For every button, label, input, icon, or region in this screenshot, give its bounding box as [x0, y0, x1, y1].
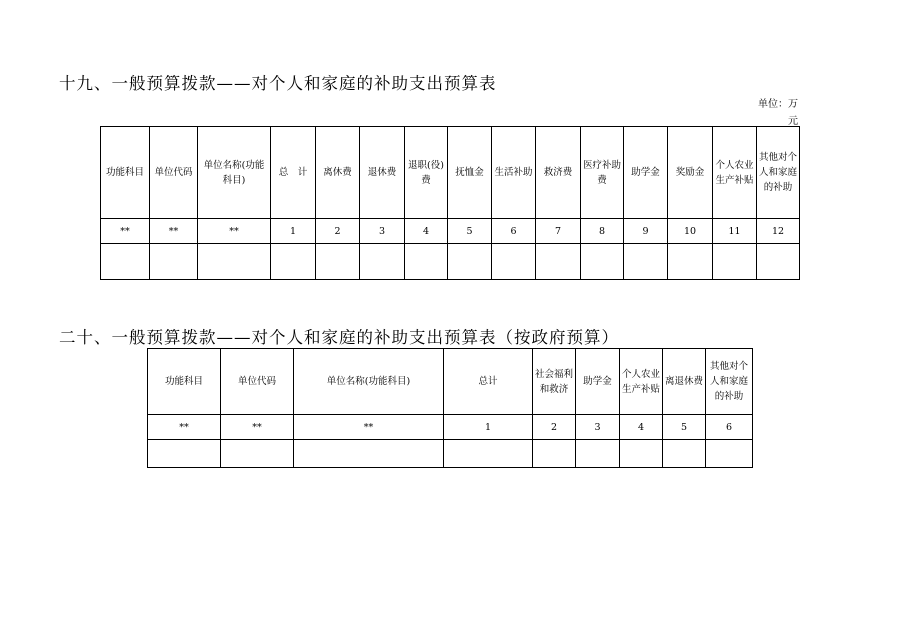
table1-index-cell: 12 — [757, 219, 800, 244]
table1-empty-cell — [198, 244, 271, 280]
table1-index-cell: ** — [101, 219, 150, 244]
table1-header-row — [101, 127, 800, 219]
table1-header-cell: 医疗补助费 — [581, 127, 624, 219]
table1-empty-cell — [668, 244, 713, 280]
table1-header-cell: 奖励金 — [668, 127, 713, 219]
table2-empty-cell — [663, 440, 706, 468]
table1-title: 十九、一般预算拨款——对个人和家庭的补助支出预算表 — [59, 74, 497, 93]
table1-index-cell: 3 — [360, 219, 405, 244]
table1-header-cell: 助学金 — [624, 127, 668, 219]
table1-header-cell: 个人农业生产补贴 — [713, 127, 757, 219]
table2-empty-cell — [706, 440, 753, 468]
table1-empty-cell — [405, 244, 448, 280]
unit-label-line2: 元 — [788, 116, 798, 127]
table2-empty-cell — [148, 440, 221, 468]
table1-index-row — [101, 219, 800, 244]
table2-index-cell: 4 — [620, 415, 663, 440]
table1-index-cell: ** — [198, 219, 271, 244]
table2-header-cell: 功能科目 — [148, 349, 221, 415]
table1-header-cell: 退休费 — [360, 127, 405, 219]
table1-index-cell: ** — [150, 219, 198, 244]
table1-header-cell: 救济费 — [536, 127, 581, 219]
table2-header-cell: 助学金 — [576, 349, 620, 415]
table2-header-cell: 单位代码 — [221, 349, 294, 415]
table1-header-cell: 退职(役)费 — [405, 127, 448, 219]
table1-empty-cell — [150, 244, 198, 280]
table1 — [100, 126, 800, 280]
table2-header-cell: 其他对个人和家庭的补助 — [706, 349, 753, 415]
table2-index-cell: ** — [294, 415, 444, 440]
table1-header-cell: 其他对个人和家庭的补助 — [757, 127, 800, 219]
table2 — [147, 348, 753, 468]
table1-empty-cell — [101, 244, 150, 280]
table2-empty-row — [148, 440, 753, 468]
table2-index-cell: 5 — [663, 415, 706, 440]
table1-index-cell: 5 — [448, 219, 492, 244]
table1-index-cell: 2 — [316, 219, 360, 244]
unit-label — [752, 96, 798, 130]
table1-index-cell: 4 — [405, 219, 448, 244]
table2-header-cell: 总计 — [444, 349, 533, 415]
table1-empty-row — [101, 244, 800, 280]
table2-empty-cell — [294, 440, 444, 468]
table1-empty-cell — [492, 244, 536, 280]
table2-index-cell: 1 — [444, 415, 533, 440]
table1-empty-cell — [271, 244, 316, 280]
table1-header-cell: 总 计 — [271, 127, 316, 219]
table1-header-cell: 生活补助 — [492, 127, 536, 219]
table2-header-row — [148, 349, 753, 415]
table2-empty-cell — [444, 440, 533, 468]
table1-header-cell: 离休费 — [316, 127, 360, 219]
table1-index-cell: 8 — [581, 219, 624, 244]
table1-empty-cell — [316, 244, 360, 280]
table1-header-cell: 单位代码 — [150, 127, 198, 219]
table1-index-cell: 10 — [668, 219, 713, 244]
table1-header-cell: 抚恤金 — [448, 127, 492, 219]
table2-index-cell: ** — [148, 415, 221, 440]
table2-header-cell: 个人农业生产补贴 — [620, 349, 663, 415]
table2-index-cell: 3 — [576, 415, 620, 440]
table2-index-cell: ** — [221, 415, 294, 440]
table2-empty-cell — [576, 440, 620, 468]
table2-header-cell: 离退休费 — [663, 349, 706, 415]
table2-index-cell: 2 — [533, 415, 576, 440]
table1-index-cell: 7 — [536, 219, 581, 244]
table2-title: 二十、一般预算拨款——对个人和家庭的补助支出预算表（按政府预算） — [59, 328, 619, 347]
table1-empty-cell — [536, 244, 581, 280]
table1-index-cell: 1 — [271, 219, 316, 244]
table1-header-cell: 功能科目 — [101, 127, 150, 219]
table1-empty-cell — [581, 244, 624, 280]
table2-index-row — [148, 415, 753, 440]
table2-header-cell: 单位名称(功能科目) — [294, 349, 444, 415]
table2-empty-cell — [620, 440, 663, 468]
table1-empty-cell — [713, 244, 757, 280]
table2-empty-cell — [221, 440, 294, 468]
table2-empty-cell — [533, 440, 576, 468]
unit-label-line1: 单位：万 — [758, 99, 798, 110]
table1-empty-cell — [624, 244, 668, 280]
table2-index-cell: 6 — [706, 415, 753, 440]
table1-index-cell: 6 — [492, 219, 536, 244]
table1-empty-cell — [360, 244, 405, 280]
table1-header-cell: 单位名称(功能科目) — [198, 127, 271, 219]
table1-empty-cell — [757, 244, 800, 280]
table1-index-cell: 11 — [713, 219, 757, 244]
table1-empty-cell — [448, 244, 492, 280]
table2-header-cell: 社会福利和救济 — [533, 349, 576, 415]
table1-index-cell: 9 — [624, 219, 668, 244]
